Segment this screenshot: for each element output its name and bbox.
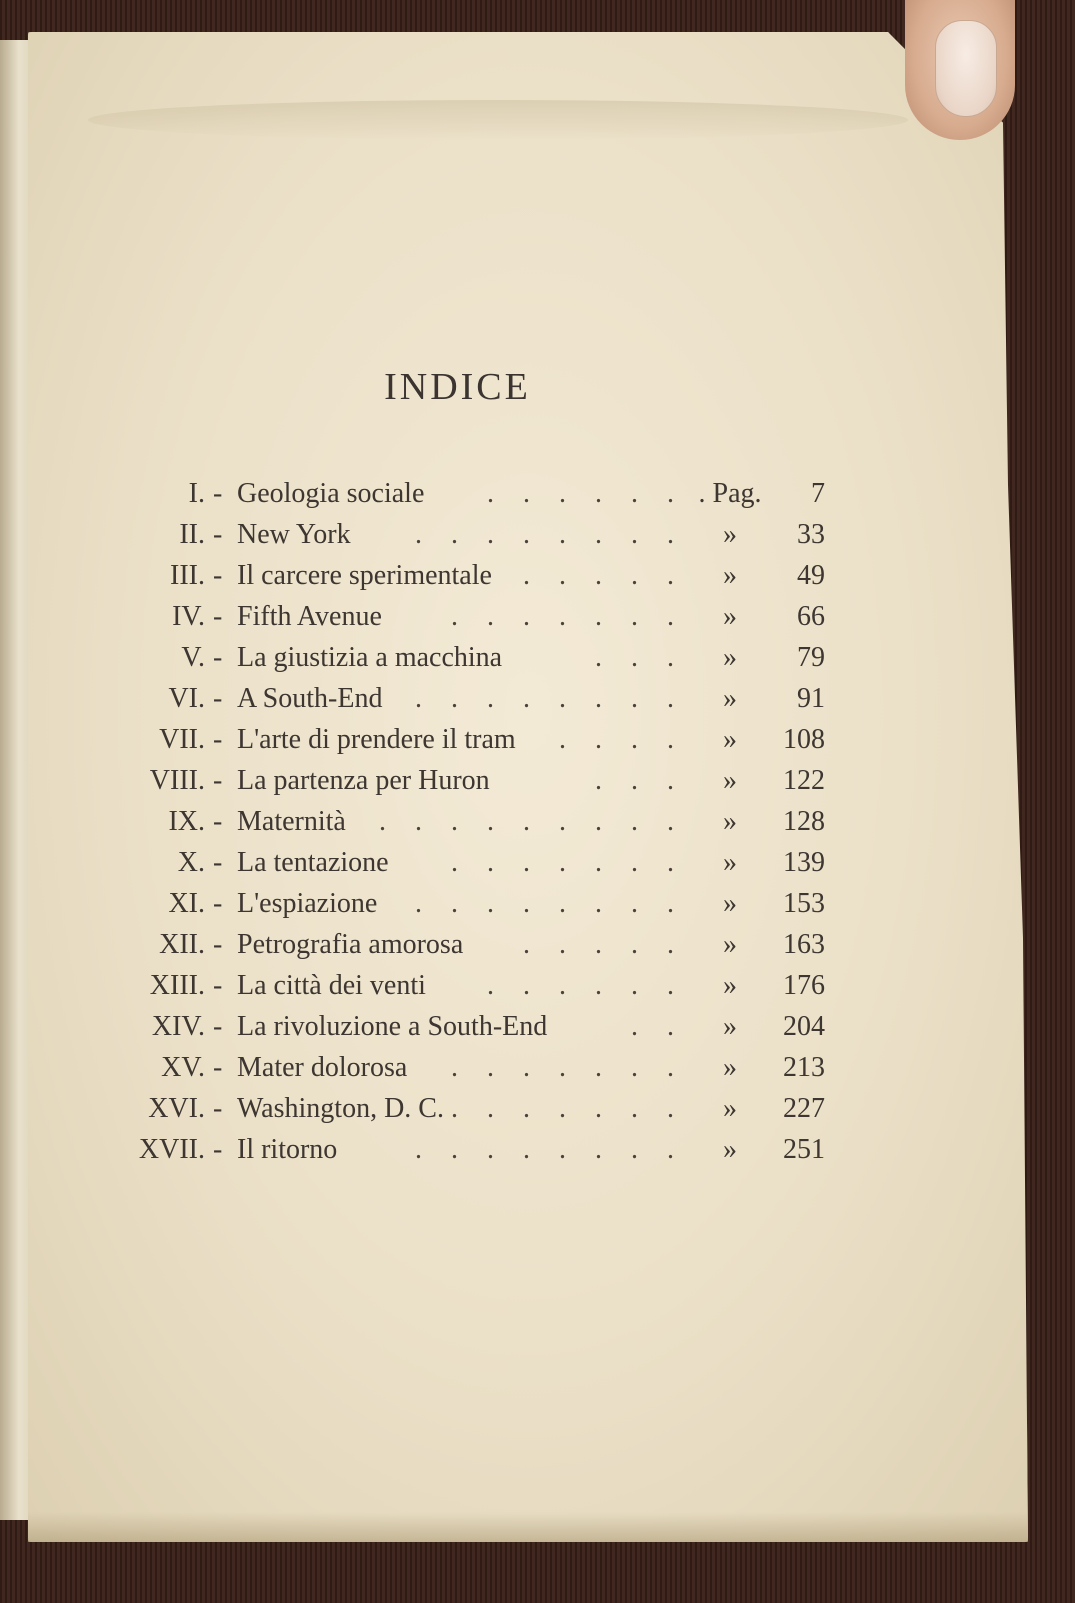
chapter-title: La partenza per Huron	[237, 765, 490, 796]
page-number: 122	[783, 765, 825, 796]
dot-leader: . . . . . . .	[451, 1052, 685, 1083]
separator-dash: -	[213, 806, 223, 837]
paper-stain	[88, 100, 908, 140]
page-label: »	[723, 1052, 737, 1083]
page-label: »	[723, 1134, 737, 1165]
page-number: 176	[783, 970, 825, 1001]
toc-entry	[125, 683, 825, 724]
chapter-title: L'espiazione	[237, 888, 378, 919]
toc-entry	[125, 642, 825, 683]
separator-dash: -	[213, 970, 223, 1001]
chapter-number: IV.	[172, 601, 205, 632]
page-label: »	[723, 929, 737, 960]
page-label: »	[723, 765, 737, 796]
page-label: »	[723, 1011, 737, 1042]
page-label: »	[723, 847, 737, 878]
page-title: INDICE	[384, 366, 531, 408]
toc-entry	[125, 888, 825, 929]
chapter-number: VII.	[159, 724, 205, 755]
dot-leader: . . . . . . . .	[415, 519, 685, 550]
toc-entry	[125, 601, 825, 642]
dot-leader: . . . . . . . .	[415, 888, 685, 919]
fingernail	[935, 20, 997, 117]
page-number: 79	[797, 642, 825, 673]
dot-leader: . . . . . .	[487, 478, 685, 509]
separator-dash: -	[213, 1052, 223, 1083]
chapter-title: New York	[237, 519, 351, 550]
page-number: 251	[783, 1134, 825, 1165]
chapter-number: VI.	[168, 683, 205, 714]
page-number: 91	[797, 683, 825, 714]
page-number: 213	[783, 1052, 825, 1083]
page-label: »	[723, 1093, 737, 1124]
chapter-number: IX.	[168, 806, 205, 837]
toc-entry	[125, 519, 825, 560]
dot-leader: . . . .	[559, 724, 685, 755]
dot-leader: . . . . . . . .	[415, 683, 685, 714]
page-number: 128	[783, 806, 825, 837]
toc-entry	[125, 929, 825, 970]
separator-dash: -	[213, 1011, 223, 1042]
chapter-title: Mater dolorosa	[237, 1052, 408, 1083]
chapter-number: II.	[179, 519, 205, 550]
dot-leader: . . . . .	[523, 560, 685, 591]
page-label: »	[723, 970, 737, 1001]
chapter-number: I.	[188, 478, 205, 509]
separator-dash: -	[213, 1134, 223, 1165]
chapter-title: La tentazione	[237, 847, 389, 878]
toc-entry	[125, 1011, 825, 1052]
chapter-number: XI.	[168, 888, 205, 919]
toc-entry	[125, 1134, 825, 1175]
page-number: 7	[811, 478, 825, 509]
chapter-title: Il ritorno	[237, 1134, 338, 1165]
separator-dash: -	[213, 724, 223, 755]
chapter-number: XII.	[159, 929, 205, 960]
separator-dash: -	[213, 929, 223, 960]
chapter-title: Petrografia amorosa	[237, 929, 464, 960]
dot-leader: . .	[631, 1011, 685, 1042]
chapter-number: XV.	[161, 1052, 205, 1083]
page-label: »	[723, 724, 737, 755]
separator-dash: -	[213, 683, 223, 714]
page-number: 204	[783, 1011, 825, 1042]
separator-dash: -	[213, 847, 223, 878]
page-label: »	[723, 888, 737, 919]
chapter-number: V.	[181, 642, 205, 673]
toc-entry	[125, 560, 825, 601]
page-number: 163	[783, 929, 825, 960]
page-label: »	[723, 642, 737, 673]
table-of-contents	[125, 478, 825, 1175]
page-label: »	[723, 560, 737, 591]
chapter-number: XIII.	[149, 970, 205, 1001]
separator-dash: -	[213, 560, 223, 591]
dot-leader: . . . . . .	[487, 970, 685, 1001]
page-number: 66	[797, 601, 825, 632]
chapter-number: X.	[177, 847, 205, 878]
chapter-title: La rivoluzione a South-End	[237, 1011, 548, 1042]
toc-entry	[125, 1093, 825, 1134]
chapter-title: Maternità	[237, 806, 346, 837]
separator-dash: -	[213, 888, 223, 919]
page-number: 108	[783, 724, 825, 755]
page-number: 33	[797, 519, 825, 550]
chapter-title: La città dei venti	[237, 970, 426, 1001]
chapter-title: A South-End	[237, 683, 383, 714]
chapter-title: L'arte di prendere il tram	[237, 724, 516, 755]
separator-dash: -	[213, 601, 223, 632]
separator-dash: -	[213, 1093, 223, 1124]
dot-leader: . . . . . . . .	[415, 1134, 685, 1165]
chapter-number: XVI.	[148, 1093, 205, 1124]
page-bottom-edge	[28, 1512, 1028, 1542]
chapter-title: Geologia sociale	[237, 478, 425, 509]
separator-dash: -	[213, 765, 223, 796]
page-label: »	[723, 683, 737, 714]
page-number: 227	[783, 1093, 825, 1124]
toc-entry	[125, 1052, 825, 1093]
chapter-title: Washington, D. C.	[237, 1093, 444, 1124]
chapter-number: VIII.	[149, 765, 205, 796]
page-label: »	[723, 806, 737, 837]
chapter-number: XIV.	[151, 1011, 205, 1042]
dot-leader: . . . . . . .	[451, 847, 685, 878]
toc-entry	[125, 765, 825, 806]
page-number: 153	[783, 888, 825, 919]
dot-leader: . . . . . . .	[451, 601, 685, 632]
chapter-title: La giustizia a macchina	[237, 642, 503, 673]
chapter-title: Il carcere sperimentale	[237, 560, 492, 591]
page-number: 49	[797, 560, 825, 591]
toc-entry	[125, 724, 825, 765]
page-label: . Pag.	[698, 478, 762, 509]
chapter-number: XVII.	[138, 1134, 205, 1165]
separator-dash: -	[213, 642, 223, 673]
chapter-number: III.	[170, 560, 205, 591]
page-number: 139	[783, 847, 825, 878]
separator-dash: -	[213, 519, 223, 550]
toc-entry	[125, 478, 825, 519]
dot-leader: . . .	[595, 765, 685, 796]
dot-leader: . . . . . . . . .	[379, 806, 685, 837]
toc-entry	[125, 806, 825, 847]
dot-leader: . . .	[595, 642, 685, 673]
chapter-title: Fifth Avenue	[237, 601, 382, 632]
dot-leader: . . . . . . .	[451, 1093, 685, 1124]
dot-leader: . . . . .	[523, 929, 685, 960]
separator-dash: -	[213, 478, 223, 509]
toc-entry	[125, 970, 825, 1011]
toc-entry	[125, 847, 825, 888]
page-label: »	[723, 519, 737, 550]
page-label: »	[723, 601, 737, 632]
